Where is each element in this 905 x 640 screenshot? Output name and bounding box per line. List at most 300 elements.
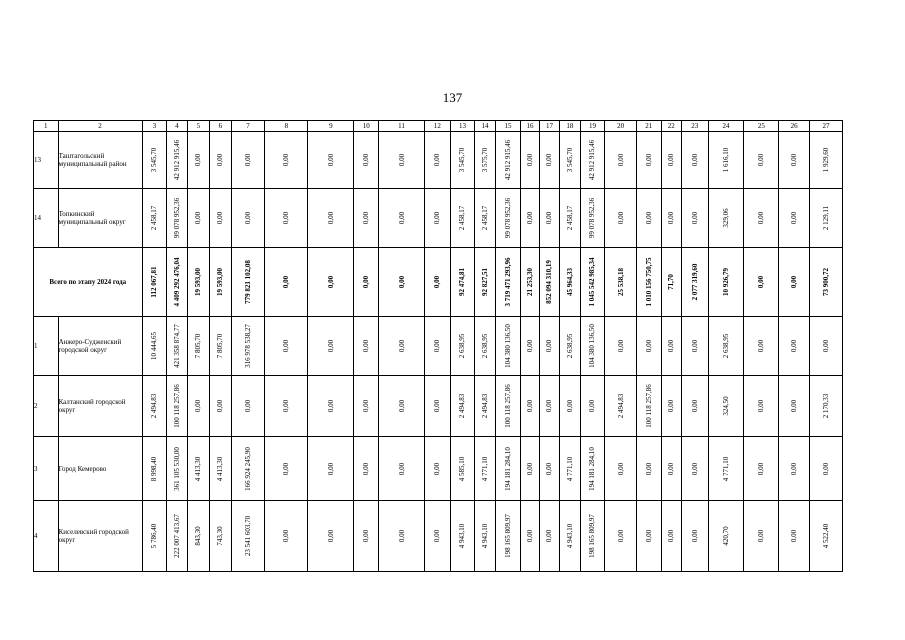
- value-cell: [495, 437, 521, 501]
- value-cell: [779, 437, 810, 501]
- column-header: 13: [450, 121, 475, 132]
- cell-value: 0,00: [545, 462, 554, 475]
- cell-value: 198 165 809,97: [588, 514, 597, 558]
- value-cell: [210, 376, 232, 437]
- cell-value: 99 078 952,36: [504, 197, 512, 239]
- value-cell: [580, 501, 605, 572]
- cell-value: 324,50: [722, 396, 731, 416]
- value-cell: [379, 132, 425, 189]
- column-header: 8: [265, 121, 308, 132]
- value-cell: [681, 376, 708, 437]
- cell-value: 0,00: [757, 399, 766, 413]
- value-cell: [809, 437, 842, 501]
- value-cell: [231, 501, 265, 572]
- value-cell: [560, 189, 580, 248]
- cell-value: 2 494,83: [616, 393, 625, 419]
- municipality-name: Таштагольский муниципальный район: [58, 132, 142, 189]
- value-cell: [210, 437, 232, 501]
- cell-value: 0,00: [326, 399, 335, 413]
- value-cell: [636, 189, 661, 248]
- cell-value: 0,00: [282, 462, 291, 475]
- value-cell: [187, 189, 210, 248]
- value-cell: [450, 248, 475, 317]
- cell-value: 194 181 284,10: [588, 446, 597, 491]
- cell-value: 4 771,10: [565, 456, 574, 481]
- cell-value: 0,00: [362, 462, 371, 475]
- cell-value: 0,00: [667, 399, 676, 413]
- column-header: 15: [495, 121, 521, 132]
- value-cell: [475, 501, 495, 572]
- cell-value: 779 821 102,08: [243, 260, 252, 304]
- value-cell: [580, 317, 605, 376]
- column-header: 9: [308, 121, 354, 132]
- cell-value: 0,00: [194, 399, 203, 413]
- cell-value: 0,00: [397, 211, 406, 225]
- cell-value: 0,00: [588, 399, 597, 413]
- value-cell: [521, 317, 539, 376]
- cell-value: 0,00: [545, 211, 554, 225]
- value-cell: [605, 437, 637, 501]
- cell-value: 3 545,70: [458, 147, 467, 173]
- value-cell: [636, 501, 661, 572]
- value-cell: [521, 501, 539, 572]
- value-cell: [379, 189, 425, 248]
- value-cell: [681, 317, 708, 376]
- cell-value: 4 943,10: [565, 523, 574, 549]
- cell-value: 0,00: [644, 529, 653, 543]
- cell-value: 7 805,70: [216, 333, 225, 359]
- cell-value: 0,00: [821, 339, 830, 353]
- cell-value: 361 105 530,00: [172, 446, 181, 491]
- cell-value: 73 900,72: [821, 268, 830, 296]
- value-cell: [708, 317, 744, 376]
- value-cell: [580, 189, 605, 248]
- cell-value: 0,00: [526, 529, 534, 543]
- value-cell: [308, 376, 354, 437]
- value-cell: [167, 317, 187, 376]
- cell-value: 0,00: [362, 275, 371, 289]
- value-cell: [636, 248, 661, 317]
- row-number: 14: [34, 189, 59, 248]
- value-cell: [425, 132, 451, 189]
- column-header: 26: [779, 121, 810, 132]
- value-cell: [605, 248, 637, 317]
- cell-value: 0,00: [757, 275, 766, 289]
- value-cell: [744, 437, 779, 501]
- value-cell: [142, 376, 167, 437]
- value-cell: [521, 437, 539, 501]
- column-header: 3: [142, 121, 167, 132]
- value-cell: [167, 376, 187, 437]
- cell-value: 0,00: [616, 462, 625, 475]
- cell-value: 1 045 542 985,34: [588, 257, 597, 307]
- cell-value: 0,00: [790, 462, 799, 475]
- cell-value: 0,00: [690, 462, 699, 475]
- column-header: 5: [187, 121, 210, 132]
- cell-value: 0,00: [282, 153, 291, 167]
- cell-value: 25 538,18: [616, 268, 625, 296]
- cell-value: 3 575,70: [480, 147, 489, 173]
- value-cell: [605, 376, 637, 437]
- value-cell: [779, 501, 810, 572]
- table-row: [34, 437, 843, 501]
- value-cell: [210, 248, 232, 317]
- value-cell: [231, 437, 265, 501]
- column-header: 7: [231, 121, 265, 132]
- table-row: [34, 501, 843, 572]
- value-cell: [167, 437, 187, 501]
- value-cell: [495, 317, 521, 376]
- value-cell: [661, 437, 681, 501]
- cell-value: 0,00: [644, 211, 653, 225]
- value-cell: [265, 132, 308, 189]
- cell-value: 0,00: [690, 529, 699, 543]
- column-header: 25: [744, 121, 779, 132]
- column-header: 20: [605, 121, 637, 132]
- cell-value: 71,70: [667, 274, 676, 290]
- cell-value: 0,00: [326, 529, 335, 543]
- municipality-name: Калтанский городской округ: [58, 376, 142, 437]
- value-cell: [142, 189, 167, 248]
- value-cell: [580, 248, 605, 317]
- column-header: 2: [58, 121, 142, 132]
- value-cell: [354, 376, 379, 437]
- cell-value: 0,00: [362, 211, 371, 225]
- value-cell: [379, 501, 425, 572]
- cell-value: 0,00: [243, 399, 252, 413]
- value-cell: [809, 132, 842, 189]
- value-cell: [779, 189, 810, 248]
- municipality-name: Топкинский муниципальный округ: [58, 189, 142, 248]
- value-cell: [636, 317, 661, 376]
- value-cell: [539, 317, 559, 376]
- column-header: 19: [580, 121, 605, 132]
- cell-value: 0,00: [667, 529, 676, 543]
- value-cell: [605, 189, 637, 248]
- cell-value: 0,00: [667, 339, 676, 353]
- cell-value: 0,00: [326, 211, 335, 225]
- value-cell: [681, 501, 708, 572]
- value-cell: [187, 317, 210, 376]
- value-cell: [539, 132, 559, 189]
- value-cell: [142, 132, 167, 189]
- cell-value: 2 638,95: [480, 333, 489, 359]
- cell-value: 8 998,40: [150, 456, 159, 481]
- cell-value: 4 413,30: [194, 456, 203, 481]
- value-cell: [495, 132, 521, 189]
- cell-value: 0,00: [526, 211, 534, 225]
- data-table: [33, 120, 843, 572]
- cell-value: 0,00: [690, 211, 699, 225]
- cell-value: 19 593,00: [216, 268, 225, 296]
- value-cell: [354, 248, 379, 317]
- value-cell: [521, 132, 539, 189]
- row-number: 4: [34, 501, 59, 572]
- value-cell: [521, 189, 539, 248]
- value-cell: [167, 132, 187, 189]
- cell-value: 0,00: [790, 339, 799, 353]
- value-cell: [450, 132, 475, 189]
- cell-value: 0,00: [667, 211, 676, 225]
- cell-value: 743,30: [216, 526, 225, 546]
- cell-value: 421 358 874,77: [172, 324, 181, 368]
- value-cell: [681, 132, 708, 189]
- cell-value: 1 616,10: [722, 147, 731, 173]
- value-cell: [521, 248, 539, 317]
- column-header: 21: [636, 121, 661, 132]
- cell-value: 0,00: [616, 529, 625, 543]
- value-cell: [539, 189, 559, 248]
- value-cell: [167, 189, 187, 248]
- value-cell: [744, 189, 779, 248]
- value-cell: [495, 248, 521, 317]
- cell-value: 4 585,10: [458, 456, 467, 481]
- cell-value: 316 978 538,27: [243, 324, 252, 368]
- column-header: 23: [681, 121, 708, 132]
- cell-value: 0,00: [243, 211, 252, 225]
- value-cell: [605, 317, 637, 376]
- value-cell: [308, 437, 354, 501]
- cell-value: 0,00: [433, 275, 442, 289]
- value-cell: [142, 317, 167, 376]
- cell-value: 0,00: [362, 153, 371, 167]
- cell-value: 104 380 136,50: [504, 324, 512, 368]
- cell-value: 4 413,30: [216, 456, 225, 481]
- cell-value: 19 593,00: [194, 268, 203, 296]
- cell-value: 42 912 915,46: [588, 139, 597, 181]
- value-cell: [379, 437, 425, 501]
- value-cell: [354, 189, 379, 248]
- value-cell: [744, 248, 779, 317]
- row-number: 3: [34, 437, 59, 501]
- total-row: [34, 248, 843, 317]
- cell-value: 92 474,81: [458, 268, 467, 296]
- cell-value: 3 545,70: [150, 147, 159, 173]
- value-cell: [560, 132, 580, 189]
- value-cell: [231, 248, 265, 317]
- cell-value: 4 771,10: [722, 456, 731, 481]
- cell-value: 0,00: [326, 153, 335, 167]
- cell-value: 1 010 156 750,75: [644, 257, 653, 307]
- cell-value: 0,00: [757, 529, 766, 543]
- cell-value: 0,00: [667, 153, 676, 167]
- cell-value: 4 943,10: [480, 523, 489, 549]
- cell-value: 2 494,83: [480, 393, 489, 419]
- cell-value: 4 409 292 476,04: [172, 257, 181, 307]
- cell-value: 0,00: [821, 462, 830, 475]
- cell-value: 0,00: [216, 211, 225, 225]
- value-cell: [308, 317, 354, 376]
- column-header: 14: [475, 121, 495, 132]
- cell-value: 99 078 952,36: [172, 197, 181, 239]
- value-cell: [231, 376, 265, 437]
- value-cell: [495, 376, 521, 437]
- value-cell: [425, 317, 451, 376]
- cell-value: 2 458,17: [150, 205, 159, 231]
- value-cell: [661, 132, 681, 189]
- value-cell: [560, 317, 580, 376]
- cell-value: 0,00: [545, 399, 554, 413]
- cell-value: 100 118 257,86: [504, 384, 512, 428]
- value-cell: [636, 437, 661, 501]
- cell-value: 0,00: [433, 462, 442, 475]
- cell-value: 23 541 603,70: [243, 515, 252, 557]
- cell-value: 329,06: [722, 208, 731, 228]
- value-cell: [605, 132, 637, 189]
- row-number: 13: [34, 132, 59, 189]
- value-cell: [210, 501, 232, 572]
- value-cell: [425, 189, 451, 248]
- cell-value: 198 165 809,97: [504, 514, 512, 558]
- value-cell: [539, 248, 559, 317]
- cell-value: 0,00: [667, 462, 676, 475]
- cell-value: 2 494,83: [150, 393, 159, 419]
- value-cell: [475, 189, 495, 248]
- value-cell: [450, 501, 475, 572]
- value-cell: [308, 248, 354, 317]
- value-cell: [661, 248, 681, 317]
- value-cell: [809, 189, 842, 248]
- column-header: 27: [809, 121, 842, 132]
- cell-value: 0,00: [282, 275, 291, 289]
- value-cell: [475, 376, 495, 437]
- column-header: 4: [167, 121, 187, 132]
- value-cell: [560, 248, 580, 317]
- cell-value: 7 805,70: [194, 333, 203, 359]
- value-cell: [809, 501, 842, 572]
- value-cell: [636, 376, 661, 437]
- value-cell: [539, 501, 559, 572]
- value-cell: [425, 248, 451, 317]
- cell-value: 10 444,65: [150, 332, 159, 360]
- value-cell: [580, 132, 605, 189]
- table-row: [34, 189, 843, 248]
- cell-value: 194 181 284,10: [504, 446, 512, 491]
- value-cell: [605, 501, 637, 572]
- cell-value: 0,00: [526, 339, 534, 353]
- value-cell: [265, 248, 308, 317]
- value-cell: [308, 132, 354, 189]
- value-cell: [809, 317, 842, 376]
- cell-value: 0,00: [362, 529, 371, 543]
- cell-value: 0,00: [282, 339, 291, 353]
- value-cell: [560, 501, 580, 572]
- value-cell: [475, 132, 495, 189]
- cell-value: 0,00: [282, 399, 291, 413]
- value-cell: [661, 376, 681, 437]
- value-cell: [167, 501, 187, 572]
- cell-value: 0,00: [526, 153, 534, 167]
- cell-value: 0,00: [565, 399, 574, 413]
- column-header: 6: [210, 121, 232, 132]
- value-cell: [539, 376, 559, 437]
- value-cell: [265, 501, 308, 572]
- cell-value: 222 007 413,67: [172, 514, 181, 558]
- cell-value: 100 118 257,86: [644, 384, 653, 428]
- cell-value: 0,00: [397, 339, 406, 353]
- value-cell: [661, 317, 681, 376]
- value-cell: [475, 248, 495, 317]
- value-cell: [779, 317, 810, 376]
- column-header: 18: [560, 121, 580, 132]
- value-cell: [450, 376, 475, 437]
- value-cell: [450, 189, 475, 248]
- column-header: 12: [425, 121, 451, 132]
- cell-value: 0,00: [397, 462, 406, 475]
- value-cell: [681, 437, 708, 501]
- page-number: 137: [442, 90, 463, 105]
- cell-value: 0,00: [526, 399, 534, 413]
- cell-value: 0,00: [397, 529, 406, 543]
- value-cell: [708, 189, 744, 248]
- cell-value: 0,00: [545, 529, 554, 543]
- value-cell: [580, 437, 605, 501]
- value-cell: [187, 248, 210, 317]
- cell-value: 21 253,30: [526, 268, 534, 296]
- value-cell: [495, 189, 521, 248]
- cell-value: 0,00: [690, 339, 699, 353]
- table-row: [34, 132, 843, 189]
- column-header: 16: [521, 121, 539, 132]
- cell-value: 0,00: [545, 153, 554, 167]
- cell-value: 0,00: [644, 462, 653, 475]
- cell-value: 0,00: [326, 339, 335, 353]
- cell-value: 2 170,33: [821, 393, 830, 419]
- value-cell: [681, 248, 708, 317]
- cell-value: 166 924 245,90: [243, 446, 252, 491]
- value-cell: [521, 376, 539, 437]
- value-cell: [187, 437, 210, 501]
- value-cell: [142, 248, 167, 317]
- value-cell: [210, 132, 232, 189]
- cell-value: 112 067,81: [150, 266, 159, 298]
- column-header: 11: [379, 121, 425, 132]
- value-cell: [425, 437, 451, 501]
- value-cell: [661, 501, 681, 572]
- value-cell: [308, 189, 354, 248]
- value-cell: [354, 501, 379, 572]
- cell-value: 5 786,40: [150, 523, 159, 549]
- cell-value: 2 494,83: [458, 393, 467, 419]
- cell-value: 0,00: [216, 153, 225, 167]
- cell-value: 0,00: [433, 211, 442, 225]
- cell-value: 0,00: [690, 399, 699, 413]
- cell-value: 0,00: [616, 339, 625, 353]
- cell-value: 2 638,95: [565, 333, 574, 359]
- cell-value: 0,00: [790, 399, 799, 413]
- value-cell: [210, 189, 232, 248]
- cell-value: 0,00: [326, 275, 335, 289]
- value-cell: [744, 132, 779, 189]
- cell-value: 0,00: [757, 462, 766, 475]
- value-cell: [142, 437, 167, 501]
- value-cell: [708, 437, 744, 501]
- value-cell: [450, 437, 475, 501]
- cell-value: 4 943,10: [458, 523, 467, 549]
- cell-value: 2 458,17: [458, 205, 467, 231]
- value-cell: [187, 132, 210, 189]
- value-cell: [308, 501, 354, 572]
- value-cell: [809, 248, 842, 317]
- value-cell: [779, 132, 810, 189]
- column-header: 24: [708, 121, 744, 132]
- cell-value: 0,00: [616, 211, 625, 225]
- cell-value: 42 912 915,46: [504, 139, 512, 181]
- table-row: [34, 376, 843, 437]
- column-header: 10: [354, 121, 379, 132]
- value-cell: [661, 189, 681, 248]
- cell-value: 0,00: [397, 153, 406, 167]
